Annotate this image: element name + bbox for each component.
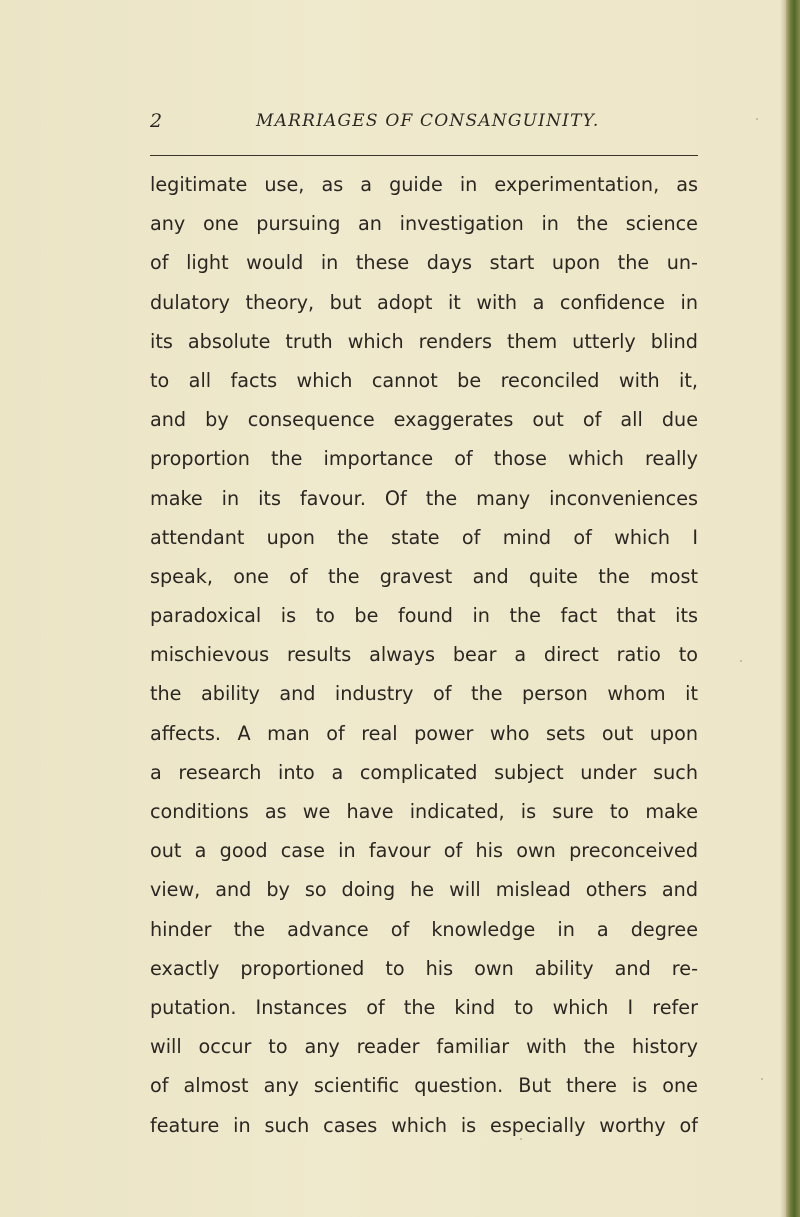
page-number: 2 <box>150 110 164 132</box>
text-line: legitimate use, as a guide in experimentation, as <box>150 173 698 196</box>
text-line: dulatory theory, but adopt it with a confidence in <box>150 290 698 314</box>
text-line: will occur to any reader familiar with the history <box>150 1035 698 1059</box>
paper-speck <box>761 1078 763 1080</box>
text-line: paradoxical is to be found in the fact that its <box>150 604 698 628</box>
text-line: of almost any scientific question. But there is one <box>150 1074 698 1098</box>
paper-speck <box>756 118 758 120</box>
header-rule <box>150 155 698 156</box>
text-line: putation. Instances of the kind to which I refer <box>150 995 698 1019</box>
text-line: exactly proportioned to his own ability and re- <box>150 956 698 980</box>
text-line: attendant upon the state of mind of which I <box>150 525 698 549</box>
text-line: make in its favour. Of the many inconveniences <box>150 486 698 510</box>
paper-speck <box>740 660 742 662</box>
book-edge <box>786 0 800 1217</box>
text-line: its absolute truth which renders them utterly blind <box>150 329 698 353</box>
text-line: the ability and industry of the person whom it <box>150 682 698 706</box>
text-line: a research into a complicated subject under such <box>150 760 698 784</box>
text-line: feature in such cases which is especially worthy of <box>150 1113 698 1137</box>
text-line: and by consequence exaggerates out of all due <box>150 408 698 432</box>
text-line: any one pursuing an investigation in the science <box>150 212 698 236</box>
text-line: to all facts which cannot be reconciled with it, <box>150 368 698 392</box>
text-line: of light would in these days start upon the un- <box>150 251 698 275</box>
text-line: hinder the advance of knowledge in a degree <box>150 917 698 941</box>
text-line: mischievous results always bear a direct ratio to <box>150 643 698 667</box>
text-line: conditions as we have indicated, is sure to make <box>150 800 698 823</box>
page-header <box>150 107 700 137</box>
text-line: affects. A man of real power who sets out upon <box>150 721 698 745</box>
text-line: speak, one of the gravest and quite the most <box>150 564 698 588</box>
text-line: view, and by so doing he will mislead others and <box>150 878 698 902</box>
text-line: out a good case in favour of his own preconceived <box>150 839 698 863</box>
paper-speck <box>520 1138 522 1140</box>
body-text <box>150 165 698 1145</box>
running-head: MARRIAGES OF CONSANGUINITY. <box>256 111 600 131</box>
text-line: proportion the importance of those which really <box>150 447 698 471</box>
